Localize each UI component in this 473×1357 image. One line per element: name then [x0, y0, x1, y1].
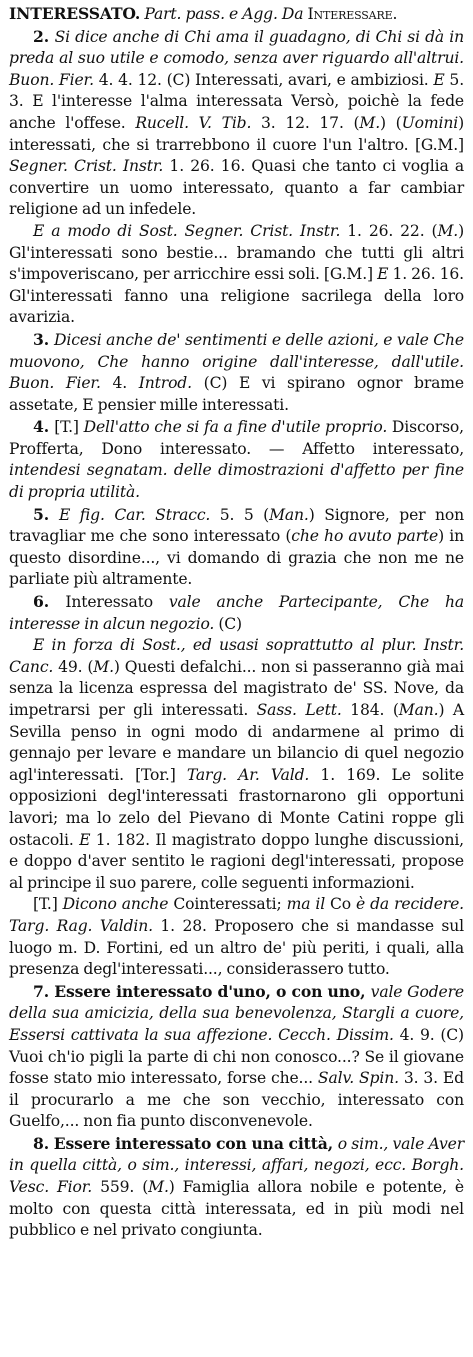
body-text: 49. ( — [53, 657, 94, 676]
italic-text: Uomini — [401, 113, 459, 132]
body-text: 1. 169. Le solite opposizioni degl'interessati frastornarono gli opportuni lavori; ma lo zelo del Pievano di Monte Catini roppe gli ostacoli. — [9, 765, 465, 849]
italic-text: ma il — [286, 895, 326, 914]
body-text: [T.] — [54, 418, 84, 437]
bold-text: 5. — [33, 504, 59, 524]
body-text: Interessato — [65, 593, 169, 612]
dictionary-entry-interessato — [9, 3, 464, 1242]
body-text: ) Signore, per non travagliar me che sono interessato ( — [9, 505, 464, 546]
body-text: 1. 26. 22. ( — [340, 221, 438, 240]
italic-text: o sim., vale Aver in quella città, o sim., interessi, affari, negozi, ecc. Borgh. Vesc. Fior. — [9, 1134, 465, 1197]
entry-sense-paragraph — [9, 1133, 464, 1242]
italic-text: M. — [437, 221, 459, 240]
entry-sense-paragraph — [9, 635, 464, 894]
entry-sense-paragraph — [9, 504, 464, 591]
italic-text: Introd. — [138, 374, 192, 393]
entry-sense-paragraph — [9, 221, 464, 329]
italic-text: E a modo di Sost. Segner. Crist. Instr. — [33, 221, 341, 240]
body-text: ) Questi defalchi... non si passeranno già mai senza la licenza espressa del magistrato de' SS. Nove, da impetrarsi per gli interessati. — [9, 657, 465, 719]
italic-text: Man. — [398, 701, 439, 719]
body-text: (C) — [214, 614, 242, 633]
italic-text: vale anche Partecipante, Che ha interesse in alcun negozio. — [9, 593, 464, 633]
body-text: 4. 4. 12. (C) Interessati, avari, e ambiziosi. — [93, 70, 434, 89]
body-text: ) in questo disordine..., vi domando di grazia che non me ne parliate più altramente. — [9, 527, 464, 589]
body-text: 4. — [100, 374, 139, 393]
italic-text: Segner. Crist. Instr. — [9, 157, 164, 176]
body-text: (C) E vi spirano ognor brame assetate, E pensier mille interessati. — [9, 374, 464, 414]
italic-text: Dell'atto che si fa a fine d'utile proprio. — [83, 418, 388, 437]
bold-text: 7. Essere interessato d'uno, o con uno, — [33, 981, 371, 1001]
body-text: 5. 3. E l'interesse l'alma interessata Versò, poichè la fede anche l'offese. — [9, 70, 464, 132]
italic-text: vale Godere della sua amicizia, della sua benevolenza, Stargli a cuore, Essersi cattivata la sua affezione. Cecch. Dissim. — [9, 982, 464, 1044]
bold-text: 6. — [33, 592, 66, 612]
body-text: Discorso, Profferta, Dono interessato. — Affetto interessato, — [9, 418, 464, 458]
entry-sense-paragraph — [9, 894, 464, 980]
body-text: 1. 26. 16. Quasi che tanto ci voglia a convertire un uomo interessato, quanto a far cambiar religione ad un infedele. — [9, 157, 464, 219]
bold-text: 8. Essere interessato con una città, — [33, 1133, 338, 1153]
entry-headword-paragraph — [9, 3, 464, 26]
bold-text: 4. — [33, 417, 55, 437]
italic-text: Part. pass. e Agg. Da — [140, 5, 308, 23]
italic-text: Targ. Ar. Vald. — [186, 765, 310, 784]
italic-text: Rucell. V. Tib. — [135, 113, 252, 132]
italic-text: è da recidere. Targ. Rag. Valdin. — [9, 895, 464, 935]
italic-text: E in forza di Sost., ed usasi soprattutto al plur. Instr. Canc. — [9, 636, 464, 676]
body-text: 1. 182. Il magistrato doppo lunghe discussioni, e doppo d'aver sentito le ragioni degl'interessati, propose al principe il suo parere, colle seguenti informazioni. — [9, 830, 464, 892]
italic-text: M. — [93, 657, 114, 676]
body-text: ) ( — [380, 113, 402, 132]
body-text: 3. 12. 17. ( — [251, 113, 360, 132]
entry-sense-paragraph — [9, 329, 464, 416]
body-text: 1. 26. 16. Gl'interessati fanno una religione sacrilega della loro avarizia. — [9, 265, 464, 327]
body-text: 5. 5 ( — [210, 505, 270, 524]
italic-text: Salv. Spin. — [317, 1069, 399, 1088]
italic-text: Dicesi anche de' sentimenti e delle azioni, e vale Che muovono, Che hanno origine dall'interesse, dall'utile. Buon. Fier. — [9, 330, 464, 393]
body-text: [T.] — [33, 895, 63, 914]
body-text: ) Famiglia allora nobile e potente, è molto con questa città interessata, ed in più modi nel pubblico e nel privato congiunta. — [9, 1178, 464, 1240]
italic-text: E — [377, 265, 389, 284]
entry-sense-paragraph — [9, 416, 464, 503]
italic-text: E fig. Car. Stracc. — [58, 505, 211, 524]
small-caps-text: Interessare. — [307, 5, 398, 23]
body-text: Co — [325, 895, 357, 914]
body-text: 1. 28. Proposero che si mandasse sul luogo m. D. Fortini, ed un altro de' più periti, i quali, alla presenza degl'interessati..., considerassero tutto. — [9, 916, 464, 979]
italic-text: che ho avuto parte — [291, 527, 439, 546]
italic-text: Man. — [269, 505, 309, 524]
body-text: 4. 9. (C) Vuoi ch'io pigli la parte di chi non conosco...? Se il giovane fosse stato mio interessato, forse che... — [9, 1025, 464, 1088]
bold-text: 3. — [33, 329, 55, 349]
italic-text: intendesi segnatam. delle dimostrazioni d'affetto per fine di propria utilità. — [9, 461, 464, 502]
italic-text: Si dice anche di Chi ama il guadagno, di Chi si dà in preda al suo utile e comodo, senza aver riguardo all'altrui. Buon. Fier. — [9, 27, 464, 89]
body-text: 3. 3. Ed il procurarlo a me che son vecchio, interessato con Guelfo,... non fia punto disconvenevole. — [9, 1069, 464, 1131]
italic-text: M. — [148, 1178, 169, 1197]
body-text: 559. ( — [92, 1178, 149, 1197]
italic-text: M. — [359, 113, 381, 132]
entry-sense-paragraph — [9, 26, 464, 221]
body-text: ) Gl'interessati sono bestie... bramando che tutti gli altri s'impoveriscano, per arricchire essi soli. [G.M.] — [9, 221, 464, 284]
italic-text: Sass. Lett. — [256, 701, 342, 719]
body-text: Cointeressati; — [168, 895, 287, 914]
entry-sense-paragraph — [9, 981, 464, 1133]
bold-text: INTERESSATO. — [9, 4, 141, 23]
italic-text: E — [433, 70, 445, 89]
entry-sense-paragraph — [9, 591, 464, 635]
body-text: ) interessati, che si trarrebbono il cuore l'un l'altro. [G.M.] — [9, 113, 464, 154]
body-text: ) A Sevilla penso in ogni modo di andarmene al primo di gennajo per levare e mandare un bilancio di quel negozio agl'interessati. [Tor.] — [9, 701, 464, 784]
bold-text: 2. — [33, 26, 55, 46]
italic-text: Dicono anche — [62, 895, 169, 914]
italic-text: E — [79, 830, 91, 849]
body-text: 184. ( — [341, 701, 399, 719]
